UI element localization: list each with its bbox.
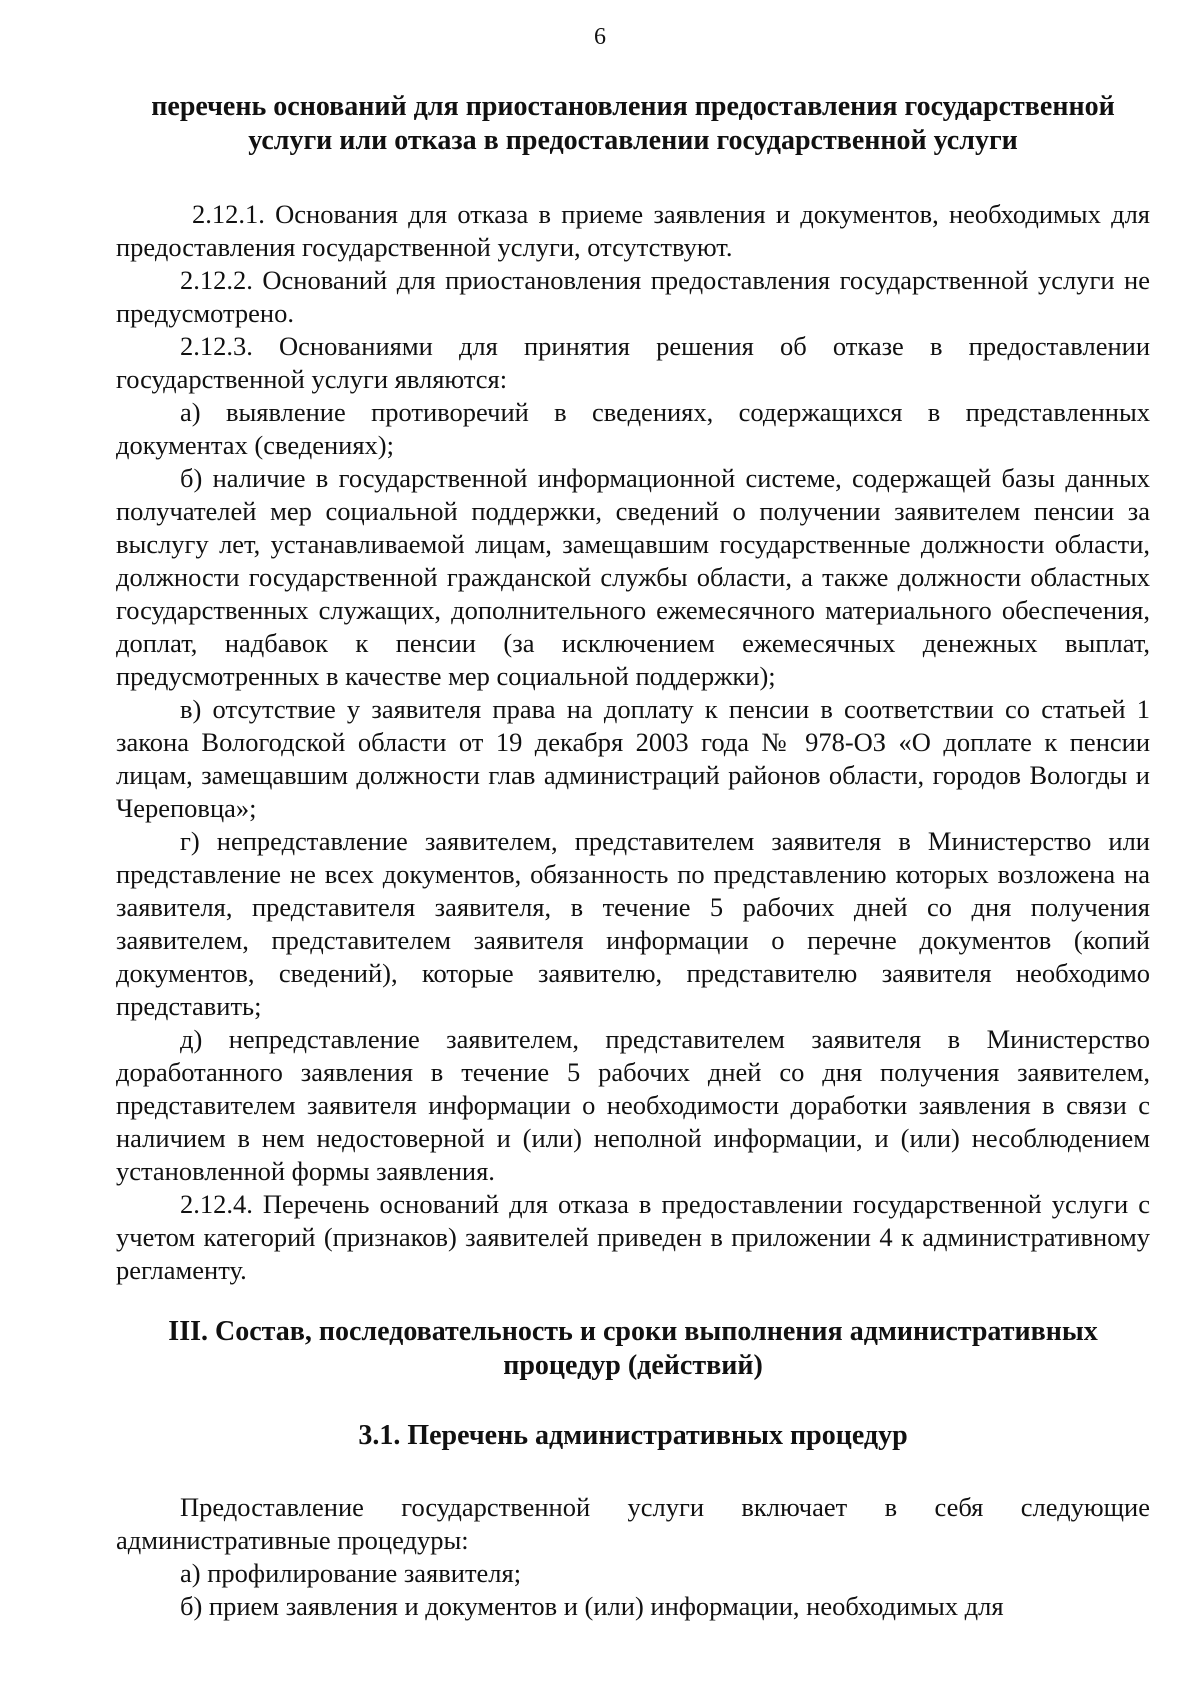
document-body bbox=[116, 90, 1150, 1623]
paragraph-2-12-3: 2.12.3. Основаниями для принятия решения об отказе в предоставлении государственной услуги являются: bbox=[116, 331, 1150, 394]
subsection-title: 3.1. Перечень административных процедур bbox=[358, 1420, 908, 1451]
procedure-item-a: а) профилирование заявителя; bbox=[180, 1558, 522, 1588]
page-number: 6 bbox=[594, 24, 606, 50]
procedure-item-b: б) прием заявления и документов и (или) информации, необходимых для bbox=[180, 1591, 1004, 1621]
paragraph-procedures-intro: Предоставление государственной услуги включает в себя следующие административные процедуры: bbox=[116, 1492, 1150, 1555]
paragraph-2-12-1: 2.12.1. Основания для отказа в приеме заявления и документов, необходимых для предоставления государственной услуги, отсутствуют. bbox=[116, 199, 1150, 262]
document-heading: перечень оснований для приостановления предоставления государственной услуги или отказа в предоставлении государственной услуги bbox=[151, 91, 1115, 156]
paragraph-2-12-4: 2.12.4. Перечень оснований для отказа в предоставлении государственной услуги с учетом категорий (признаков) заявителей приведен в приложении 4 к административному регламенту. bbox=[116, 1189, 1150, 1285]
list-item-v: в) отсутствие у заявителя права на доплату к пенсии в соответствии со статьей 1 закона Вологодской области от 19 декабря 2003 года № 978-ОЗ «О доплате к пенсии лицам, замещавшим должности глав администраций районов области, городов Вологды и Череповца»; bbox=[116, 694, 1150, 823]
list-item-g: г) непредставление заявителем, представителем заявителя в Министерство или представление не всех документов, обязанность по представлению которых возложена на заявителя, представителя заявителя, в течение 5 рабочих дней со дня получения заявителем, представителем заявителя информации о перечне документов (копий документов, сведений), которые заявителю, представителю заявителя необходимо представить; bbox=[116, 826, 1150, 1021]
paragraph-2-12-2: 2.12.2. Оснований для приостановления предоставления государственной услуги не предусмотрено. bbox=[116, 265, 1150, 328]
list-item-a: а) выявление противоречий в сведениях, содержащихся в представленных документах (сведениях); bbox=[116, 397, 1150, 460]
list-item-b: б) наличие в государственной информационной системе, содержащей базы данных получателей мер социальной поддержки, сведений о получении заявителем пенсии за выслугу лет, устанавливаемой лицам, замещавшим государственные должности области, должности государственной гражданской службы области, а также должности областных государственных служащих, дополнительного ежемесячного материального обеспечения, доплат, надбавок к пенсии (за исключением ежемесячных денежных выплат, предусмотренных в качестве мер социальной поддержки); bbox=[116, 463, 1150, 691]
section-title: III. Состав, последовательность и сроки выполнения административных процедур (действий) bbox=[168, 1316, 1098, 1381]
list-item-d: д) непредставление заявителем, представителем заявителя в Министерство доработанного заявления в течение 5 рабочих дней со дня получения заявителем, представителем заявителя информации о необходимости доработки заявления в связи с наличием в нем недостоверной и (или) неполной информации, и (или) несоблюдением установленной формы заявления. bbox=[116, 1024, 1150, 1186]
